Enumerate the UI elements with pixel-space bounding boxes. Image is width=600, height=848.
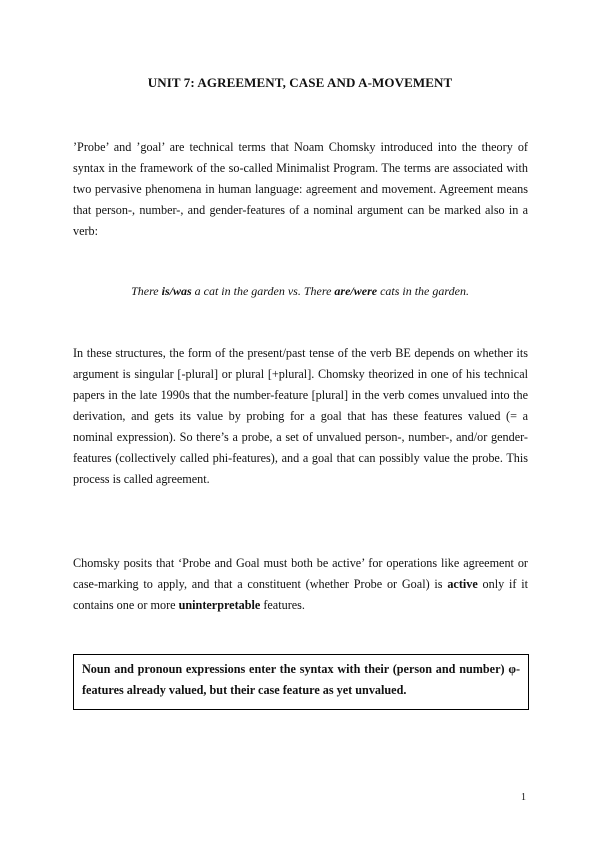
highlight-box: [73, 654, 529, 710]
example-bold-verb: are/were: [334, 284, 378, 298]
highlight-box-text: Noun and pronoun expressions enter the syntax with their (person and number) φ-features already valued, but their case feature as yet unvalued.: [82, 662, 520, 697]
paragraph-text: features.: [260, 598, 305, 612]
paragraph-intro: ’Probe’ and ’goal’ are technical terms that Noam Chomsky introduced into the theory of syntax in the framework of the so-called Minimalist Program. The terms are associated with two pervasive phenomena in human language: agreement and movement. Agreement means that person-, number-, and gender-features of a nominal argument can be marked also in a verb:: [73, 140, 528, 238]
example-text: a cat in the garden vs. There: [191, 284, 335, 298]
bold-term-uninterpretable: uninterpretable: [178, 598, 261, 612]
example-bold-verb: is/was: [161, 284, 192, 298]
page-number: 1: [521, 792, 526, 803]
paragraph-agreement: In these structures, the form of the present/past tense of the verb BE depends on whether its argument is singular [-plural] or plural [+plural]. Chomsky theorized in one of his technical papers in the late 1990s that the number-feature [plural] in the verb comes unvalued into the derivation, and gets its value by probing for a goal that has these features valued (= a nominal expression). So there’s a probe, a set of unvalued person-, number-, and/or gender-features (collectively called phi-features), and a goal that can possibly value the probe. This process is called agreement.: [73, 346, 528, 486]
paragraph-active: [73, 553, 528, 616]
page-title: UNIT 7: AGREEMENT, CASE AND A-MOVEMENT: [147, 75, 453, 90]
paragraph-text: Chomsky posits that ‘Probe and Goal must both be active’ for operations like agreement or case-marking to apply, and that a constituent (whether Probe or Goal) is: [73, 556, 528, 591]
example-sentence: [0, 284, 600, 299]
example-text: cats in the garden.: [377, 284, 469, 298]
bold-term-active: active: [447, 577, 478, 591]
paragraph-text: only if it contains one or more: [73, 577, 528, 612]
example-text: There: [131, 284, 162, 298]
